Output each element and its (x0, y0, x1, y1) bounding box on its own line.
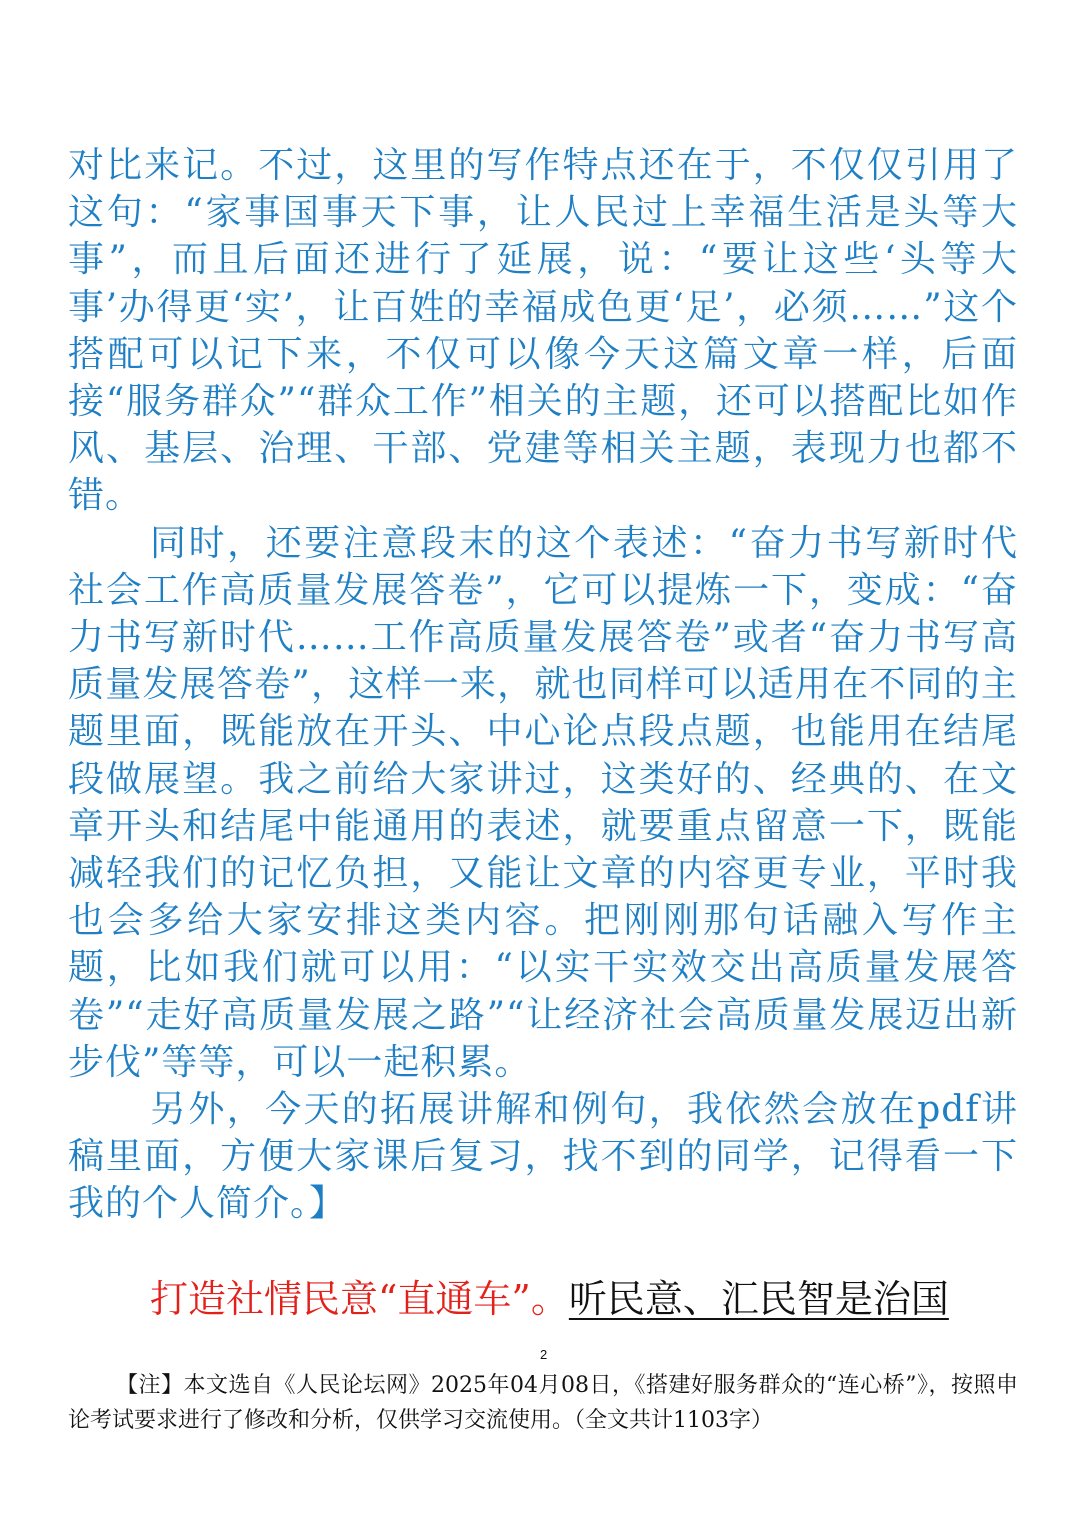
footnote (68, 1368, 1018, 1438)
heading-red-title: 打造社情民意“直通车”。 (150, 1277, 569, 1321)
page-number: 2 (540, 1347, 548, 1362)
paragraph-2: 同时，还要注意段末的这个表述：“奋力书写新时代社会工作高质量发展答卷”，它可以提炼一下，变成：“奋力书写新时代……工作高质量发展答卷”或者“奋力书写高质量发展答卷”，这样一来，就也同样可以适用在不同的主题里面，既能放在开头、中心论点段点题，也能用在结尾段做展望。我之前给大家讲过，这类好的、经典的、在文章开头和结尾中能通用的表述，就要重点留意一下，既能减轻我们的记忆负担，又能让文章的内容更专业，平时我也会多给大家安排这类内容。把刚刚那句话融入写作主题，比如我们就可以用：“以实干实效交出高质量发展答卷”“走好高质量发展之路”“让经济社会高质量发展迈出新步伐”等等，可以一起积累。 (68, 522, 1018, 1083)
paragraph-1: 对比来记。不过，这里的写作特点还在于，不仅仅引用了这句：“家事国事天下事，让人民过上幸福生活是头等大事”，而且后面还进行了延展，说：“要让这些‘头等大事’办得更‘实’，让百姓的幸福成色更‘足’，必须……”这个搭配可以记下来，不仅可以像今天这篇文章一样，后面接“服务群众”“群众工作”相关的主题，还可以搭配比如作风、基层、治理、干部、党建等相关主题，表现力也都不错。 (68, 145, 1018, 517)
section-heading (68, 1275, 1018, 1323)
paragraph-3: 另外，今天的拓展讲解和例句，我依然会放在pdf讲稿里面，方便大家课后复习，找不到的同学，记得看一下我的个人简介。】 (68, 1089, 1018, 1225)
body-text (68, 142, 1018, 1228)
heading-underlined-text: 听民意、汇民智是治国 (568, 1277, 949, 1321)
footnote-text: 【注】本文选自《人民论坛网》2025年04月08日，《搭建好服务群众的“连心桥”》，按照申论考试要求进行了修改和分析，仅供学习交流使用。（全文共计1103字） (68, 1373, 1018, 1433)
